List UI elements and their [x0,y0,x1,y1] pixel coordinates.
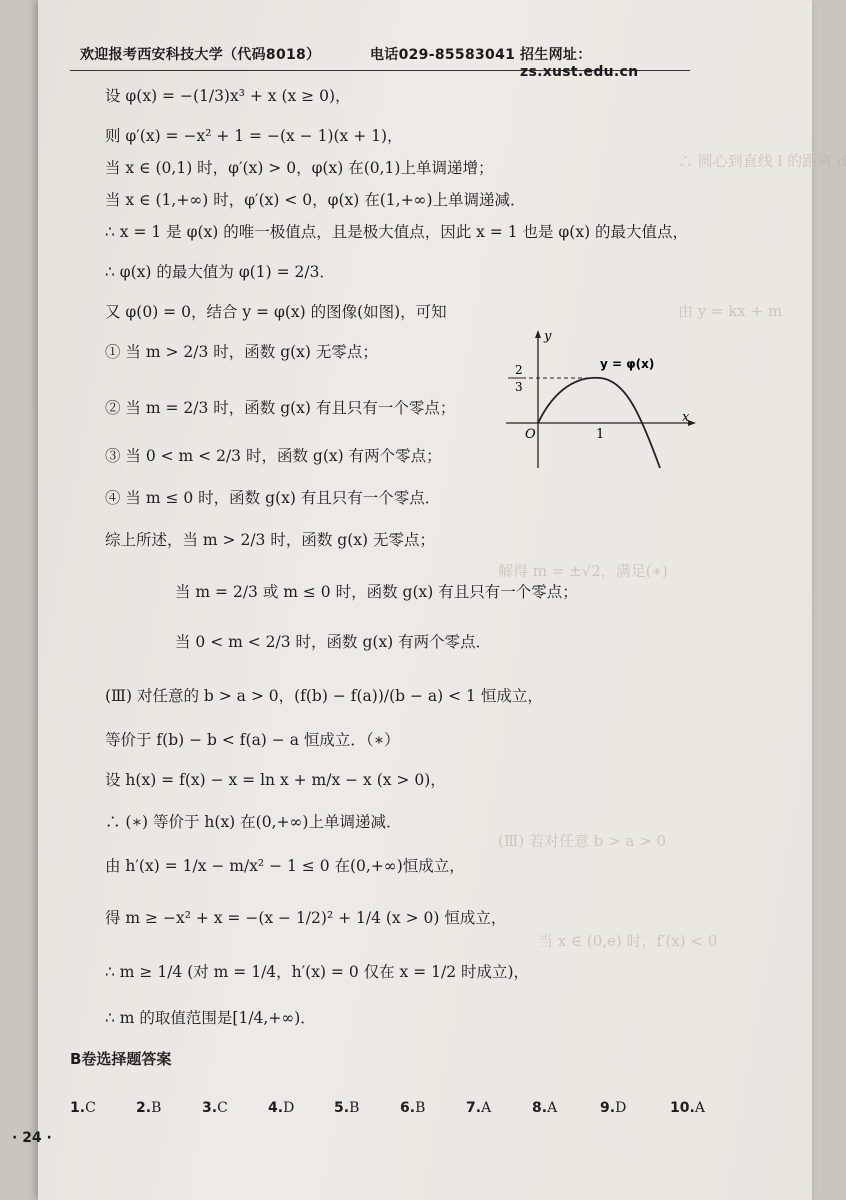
solution-line: 综上所述，当 m > 2/3 时，函数 g(x) 无零点； [105,531,435,549]
answer-number: 2. [136,1100,152,1116]
header-website: 招生网址：zs.xust.edu.cn [520,47,639,80]
solution-line: ∴ m ≥ 1/4 (对 m = 1/4，h′(x) = 0 仅在 x = 1/2 时成立)， [105,963,530,981]
solution-line: ∴ φ(x) 的最大值为 φ(1) = 2/3． [105,263,335,281]
answer-letter: A [694,1100,705,1116]
show-through: 解得 m = ±√2，满足(∗) [498,562,668,580]
show-through: 由 y = kx + m [678,302,783,320]
answer-item [70,1100,96,1116]
answer-letter: A [481,1100,492,1116]
curve-label: y = φ(x) [600,357,655,371]
solution-line: (Ⅲ) 对任意的 b > a > 0，(f(b) − f(a))/(b − a) < 1 恒成立， [105,687,543,705]
header-phone: 电话029-85583041 [370,47,516,63]
solution-line: 当 0 < m < 2/3 时，函数 g(x) 有两个零点． [175,633,492,651]
solution-line: 由 h′(x) = 1/x − m/x² − 1 ≤ 0 在(0,+∞)恒成立， [105,857,465,875]
answer-item [136,1100,161,1116]
answer-item [532,1100,557,1116]
answer-number: 9. [600,1100,616,1116]
answer-item [670,1100,705,1116]
section-b-title: B卷选择题答案 [70,1050,172,1068]
solution-line: ∴ m 的取值范围是[1/4,+∞)． [105,1009,316,1027]
answer-letter: C [85,1100,96,1116]
solution-line: ③ 当 0 < m < 2/3 时，函数 g(x) 有两个零点； [105,447,442,465]
y-tick-denominator: 3 [515,380,523,394]
answer-number: 6. [400,1100,416,1116]
answer-letter: C [217,1100,228,1116]
answer-number: 3. [202,1100,218,1116]
answer-letter: B [151,1100,162,1116]
x-axis-label: x [682,410,690,425]
solution-line: 得 m ≥ −x² + x = −(x − 1/2)² + 1/4 (x > 0) 恒成立， [105,909,507,927]
answer-letter: B [415,1100,426,1116]
solution-line: 当 x ∈ (1,+∞) 时，φ′(x) < 0，φ(x) 在(1,+∞)上单调递减． [105,191,526,209]
answer-letter: B [349,1100,360,1116]
show-through: (Ⅲ) 若对任意 b > a > 0 [498,832,667,850]
y-tick-numerator: 2 [515,363,523,377]
show-through: 当 x ∈ (0,e) 时，f′(x) < 0 [538,932,718,950]
y-axis-label: y [544,329,552,344]
answer-item [202,1100,228,1116]
show-through: ∴ 圆心到直线 l 的距离 d [678,152,846,170]
page-header [70,38,690,80]
solution-line: 则 φ′(x) = −x² + 1 = −(x − 1)(x + 1)， [105,127,403,145]
solution-line: ④ 当 m ≤ 0 时，函数 g(x) 有且只有一个零点． [105,489,441,507]
answer-number: 7. [466,1100,482,1116]
solution-line: 当 x ∈ (0,1) 时，φ′(x) > 0，φ(x) 在(0,1)上单调递增； [105,159,494,177]
answer-number: 1. [70,1100,86,1116]
answer-item [268,1100,294,1116]
answer-number: 8. [532,1100,548,1116]
answer-number: 4. [268,1100,284,1116]
solution-line: 当 m = 2/3 或 m ≤ 0 时，函数 g(x) 有且只有一个零点； [175,583,578,601]
header-university: 欢迎报考西安科技大学（代码8018） [80,47,321,63]
function-graph [500,328,700,478]
answer-item [400,1100,425,1116]
origin-label: O [525,427,536,442]
page-number: · 24 · [12,1130,52,1146]
answer-row [70,1100,730,1124]
solution-line: 等价于 f(b) − b < f(a) − a 恒成立．（∗） [105,731,400,749]
solution-line: ① 当 m > 2/3 时，函数 g(x) 无零点； [105,343,378,361]
x-tick-label: 1 [596,427,605,442]
answer-letter: A [547,1100,558,1116]
solution-line: ∴ x = 1 是 φ(x) 的唯一极值点，且是极大值点，因此 x = 1 也是 φ(x) 的最大值点， [105,223,689,241]
answer-item [600,1100,626,1116]
answer-letter: D [283,1100,295,1116]
solution-line: 设 h(x) = f(x) − x = ln x + m/x − x (x > 0)， [105,771,446,789]
solution-line: 设 φ(x) = −(1/3)x³ + x (x ≥ 0)， [105,87,351,105]
solution-line: ② 当 m = 2/3 时，函数 g(x) 有且只有一个零点； [105,399,456,417]
answer-item [466,1100,491,1116]
answer-number: 10. [670,1100,695,1116]
solution-line: 又 φ(0) = 0，结合 y = φ(x) 的图像(如图)，可知 [105,303,447,321]
answer-letter: D [615,1100,627,1116]
solution-line: ∴ (∗) 等价于 h(x) 在(0,+∞)上单调递减． [105,813,402,831]
y-axis-arrow [535,330,541,338]
answer-number: 5. [334,1100,350,1116]
answer-item [334,1100,359,1116]
